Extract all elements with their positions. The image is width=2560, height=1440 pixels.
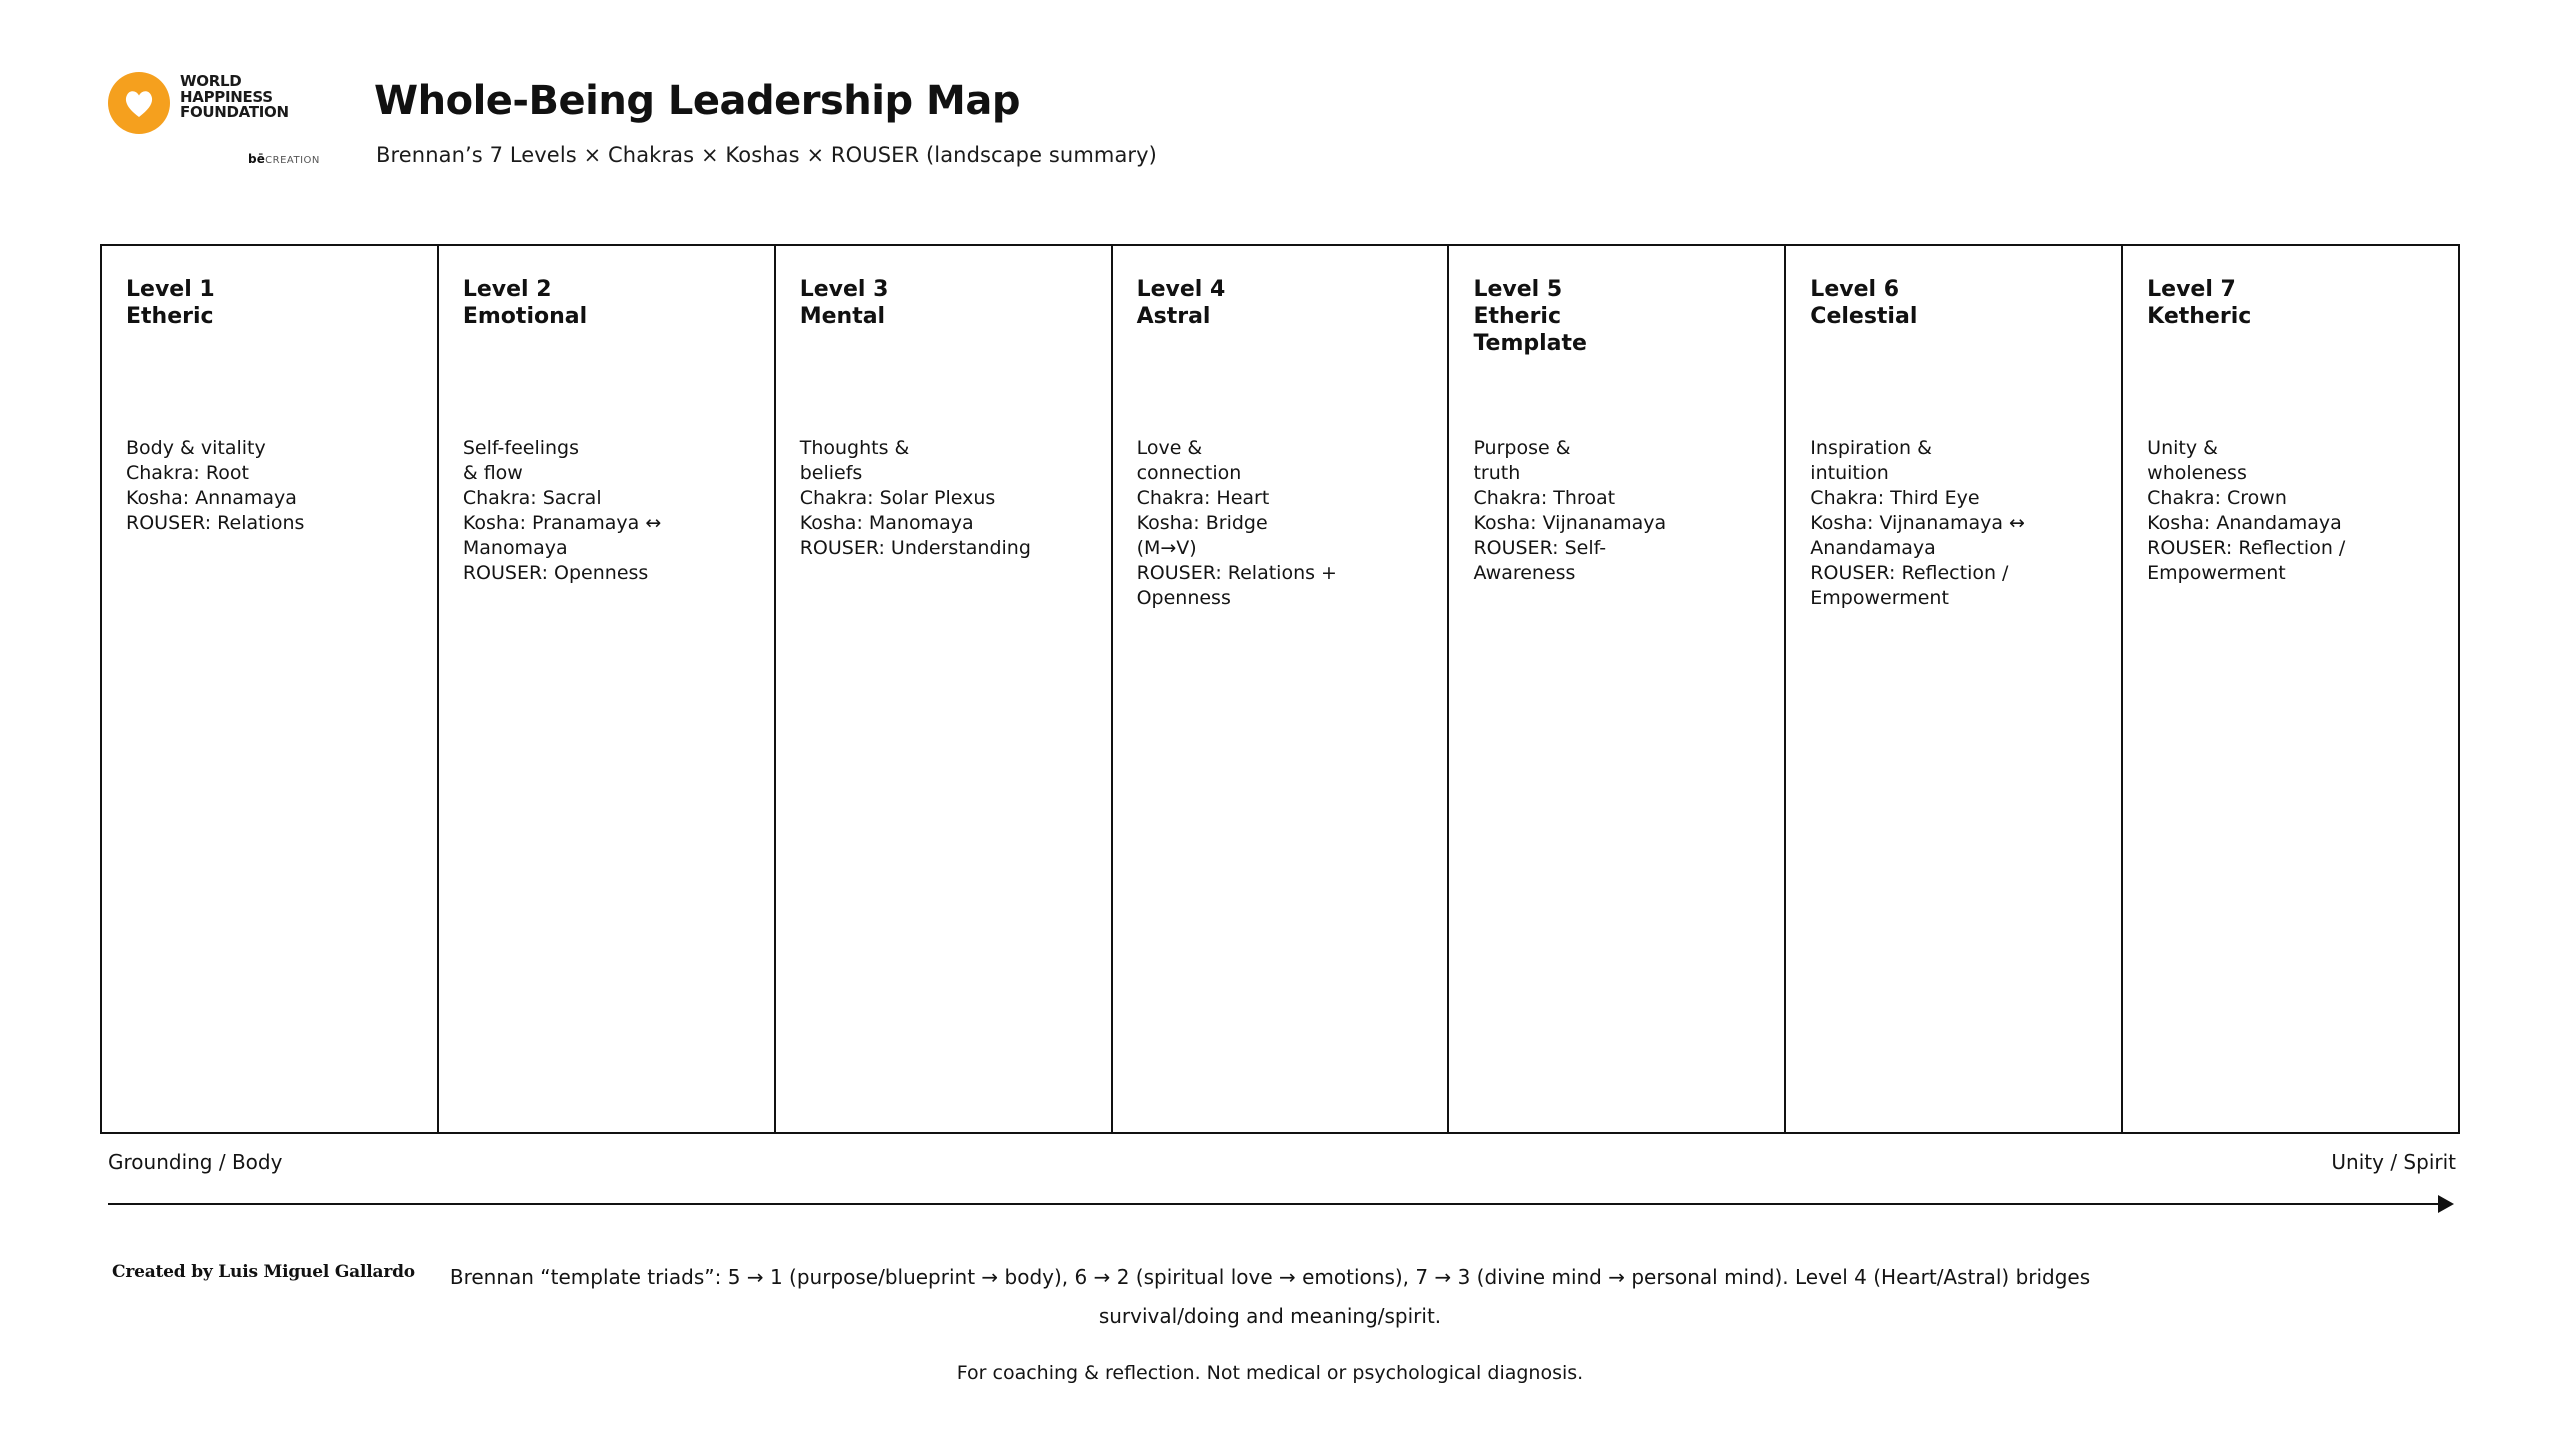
level-column-2 [439, 246, 776, 1132]
level-column-3 [776, 246, 1113, 1132]
level-column-4 [1113, 246, 1450, 1132]
level-details: Love & connection Chakra: Heart Kosha: Bridge (M→V) ROUSER: Relations + Openness [1136, 437, 1337, 609]
level-title: Level 5 Etheric Template [1473, 277, 1587, 356]
page-subtitle: Brennan’s 7 Levels × Chakras × Koshas × ROUSER (landscape summary) [376, 143, 1157, 167]
level-title: Level 6 Celestial [1810, 277, 1918, 329]
author-credit: Created by Luis Miguel Gallardo [112, 1262, 415, 1282]
footer-note-disclaimer: For coaching & reflection. Not medical or psychological diagnosis. [956, 1362, 1584, 1384]
level-column-5 [1449, 246, 1786, 1132]
level-column-7 [2123, 246, 2458, 1132]
header [0, 0, 2560, 230]
level-title: Level 4 Astral [1136, 277, 1226, 329]
level-details: Purpose & truth Chakra: Throat Kosha: Vijnanamaya ROUSER: Self- Awareness [1473, 437, 1667, 584]
level-column-1 [102, 246, 439, 1132]
axis-left-label: Grounding / Body [108, 1150, 283, 1174]
level-column-6 [1786, 246, 2123, 1132]
brand-logo [108, 68, 320, 178]
footer-note-main: Brennan “template triads”: 5 → 1 (purpose/blueprint → body), 6 → 2 (spiritual love → emotions), 7 → 3 (divine mind → personal mind). Level 4 (Heart/Astral) bridges survival/doing and meaning/spirit. [449, 1265, 2091, 1328]
be-label: bē [248, 152, 266, 166]
axis-arrow-icon [2438, 1195, 2454, 1213]
axis-line [108, 1203, 2444, 1205]
brand-wordmark: WORLD HAPPINESS FOUNDATION [180, 72, 289, 121]
axis-labels [100, 1150, 2460, 1180]
level-details: Body & vitality Chakra: Root Kosha: Annamaya ROUSER: Relations [126, 437, 305, 534]
level-details: Inspiration & intuition Chakra: Third Eye Kosha: Vijnanamaya ↔ Anandamaya ROUSER: Reflection / Empowerment [1810, 437, 2025, 609]
brand-sub-wordmark [248, 152, 320, 166]
level-title: Level 2 Emotional [462, 277, 588, 329]
page-title: Whole-Being Leadership Map [374, 78, 1020, 124]
level-title: Level 3 Mental [799, 277, 889, 329]
levels-grid [100, 244, 2460, 1134]
level-details: Unity & wholeness Chakra: Crown Kosha: Anandamaya ROUSER: Reflection / Empowerment [2147, 437, 2346, 584]
level-title: Level 7 Ketheric [2147, 277, 2252, 329]
level-details: Self-feelings & flow Chakra: Sacral Kosha: Pranamaya ↔ Manomaya ROUSER: Openness [462, 437, 662, 584]
level-title: Level 1 Etheric [126, 277, 215, 329]
level-details: Thoughts & beliefs Chakra: Solar Plexus Kosha: Manomaya ROUSER: Understanding [799, 437, 1031, 559]
axis-right-label: Unity / Spirit [2331, 1150, 2456, 1174]
heart-in-circle-icon [108, 72, 170, 134]
creation-label: CREATION [265, 155, 320, 166]
